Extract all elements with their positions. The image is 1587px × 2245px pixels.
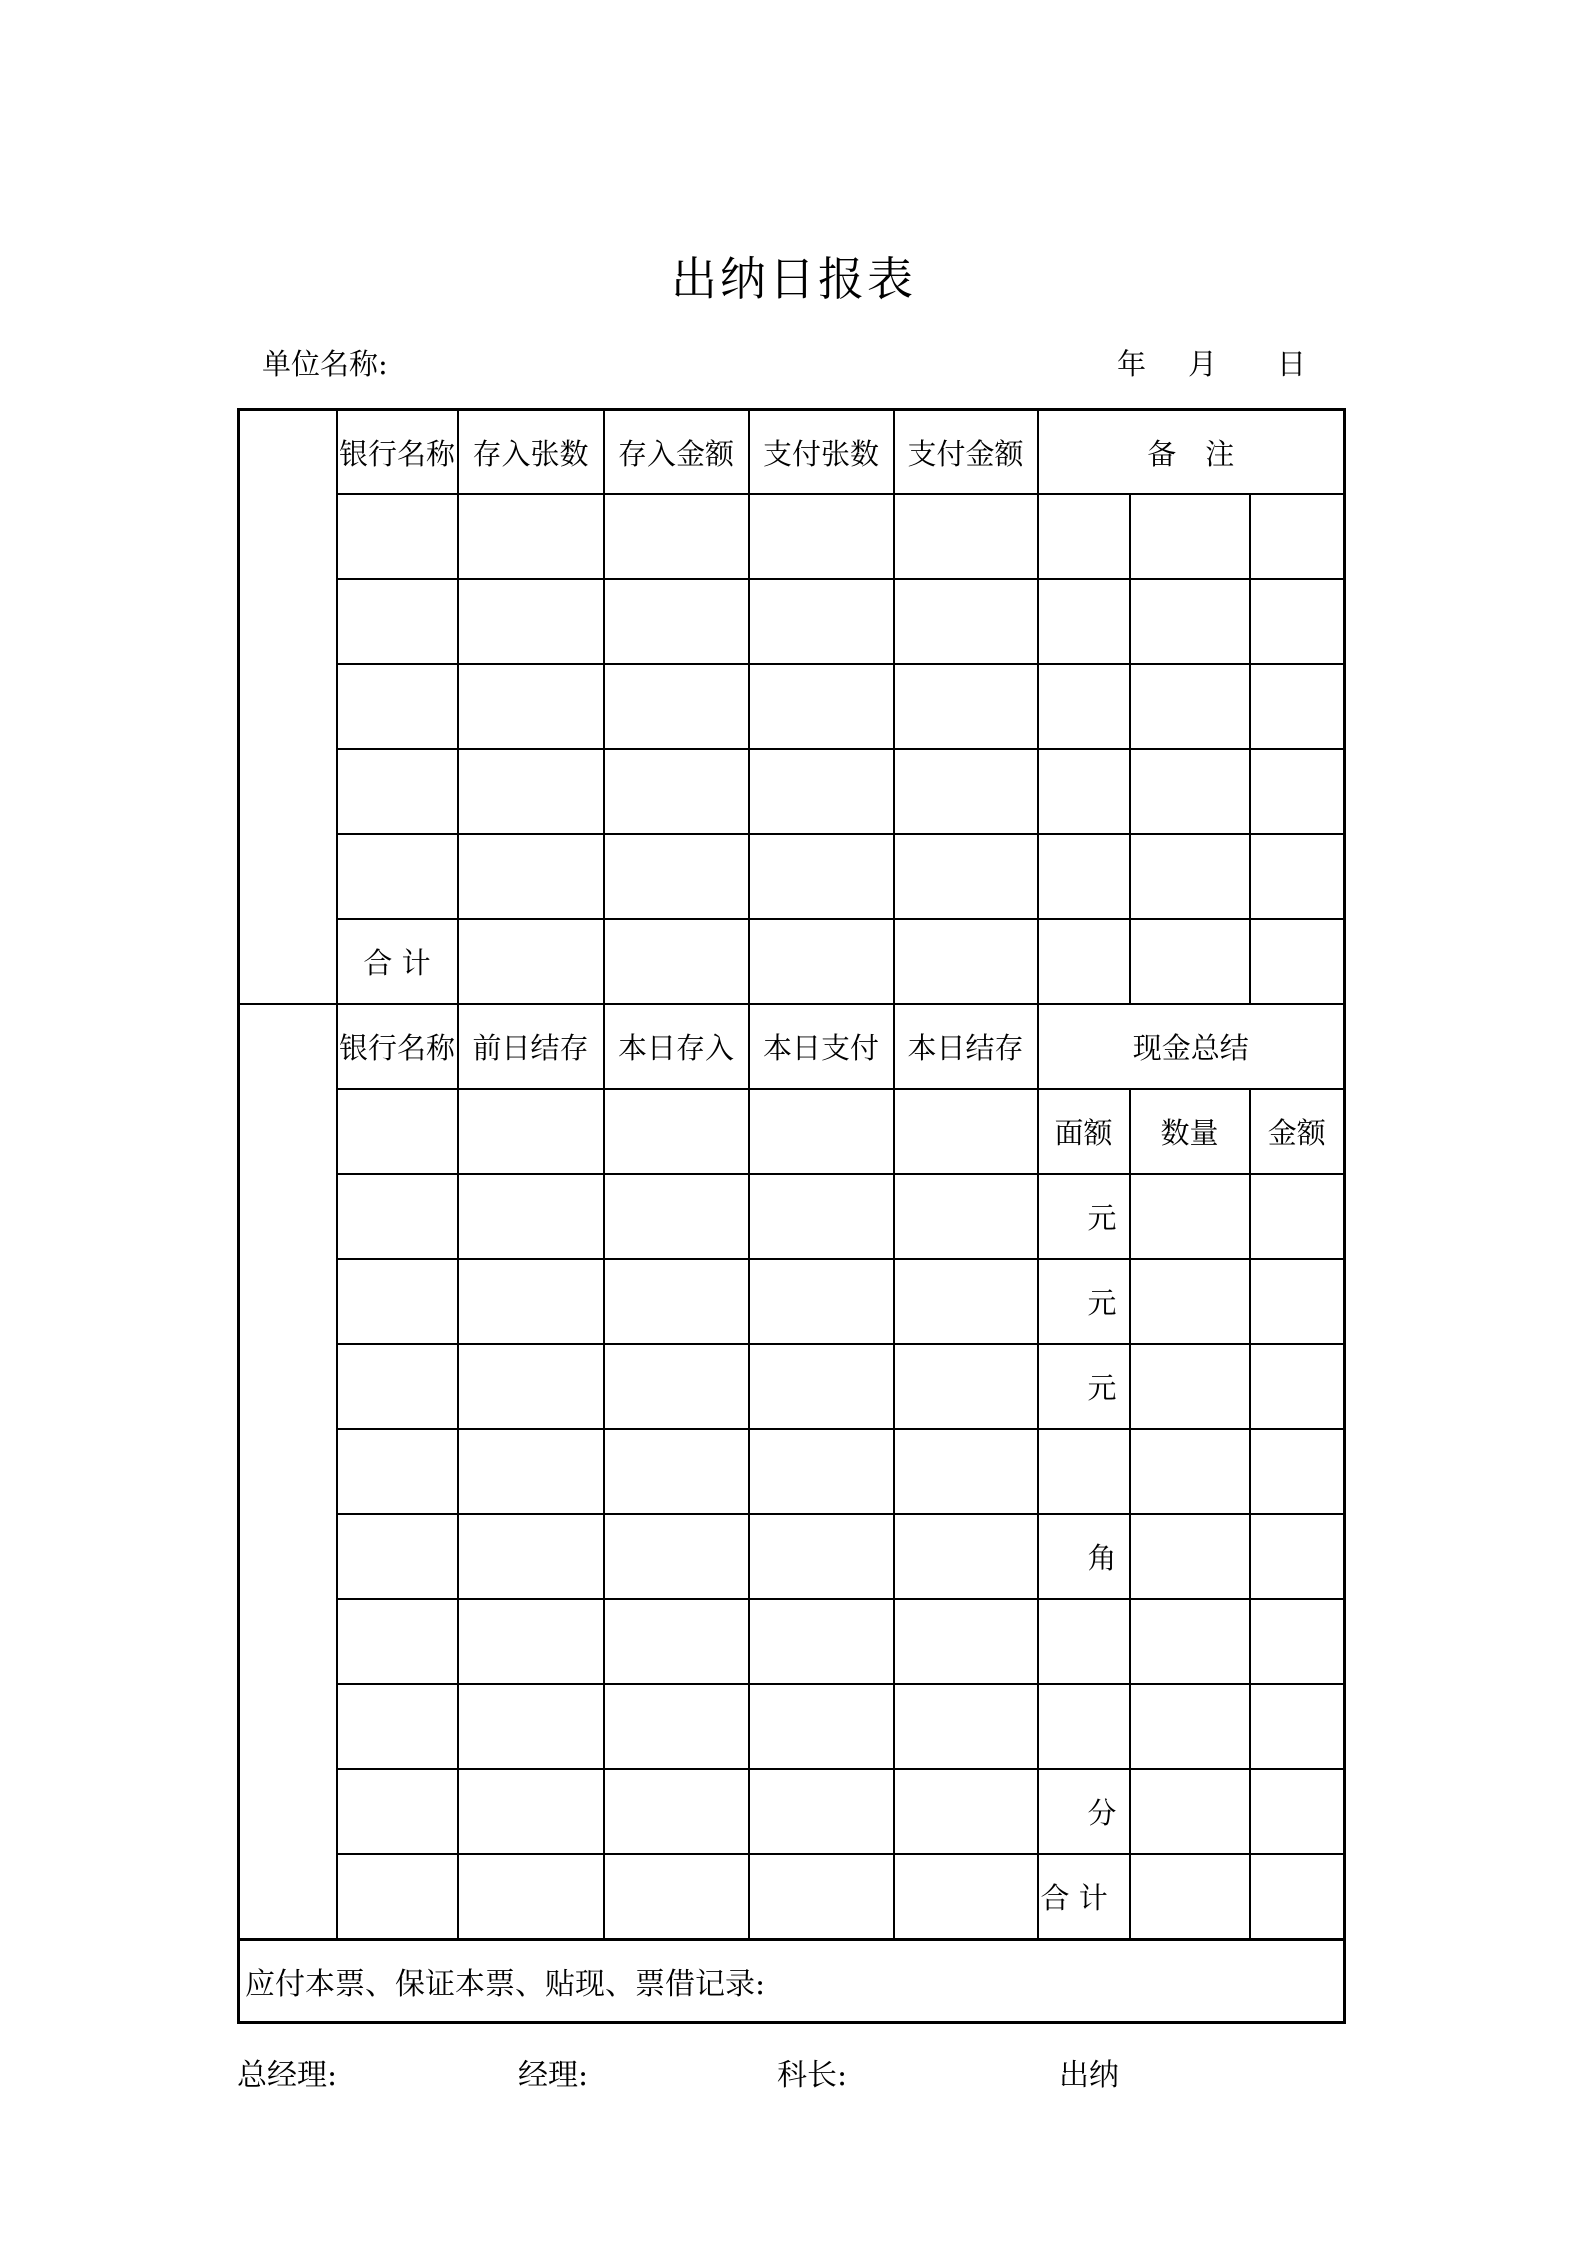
empty-cell[interactable] [894,1089,1038,1174]
empty-cell[interactable] [1130,1174,1250,1259]
empty-cell[interactable] [894,919,1038,1004]
col-header-today-deposit: 本日存入 [604,1004,749,1089]
empty-cell[interactable] [749,579,894,664]
empty-cell[interactable] [749,1514,894,1599]
empty-cell[interactable] [1038,579,1130,664]
empty-cell[interactable] [458,749,604,834]
footer-note-row [239,1939,1345,2022]
denomination-label-yuan: 元 [1038,1259,1130,1344]
empty-cell[interactable] [894,664,1038,749]
empty-cell[interactable] [1250,1174,1345,1259]
col-header-bank-name-2: 银行名称 [337,1004,458,1089]
section1-data-row [239,749,1345,834]
empty-cell[interactable] [604,919,749,1004]
empty-cell[interactable] [1250,1684,1345,1769]
empty-cell[interactable] [1250,1854,1345,1939]
empty-cell[interactable] [749,1429,894,1514]
col-header-payment-amount: 支付金额 [894,409,1038,494]
empty-cell[interactable] [337,1429,458,1514]
col-header-deposit-amount: 存入金额 [604,409,749,494]
empty-cell[interactable] [337,1769,458,1854]
section2-group-spacer-cell [239,1004,337,1939]
empty-cell[interactable] [1250,919,1345,1004]
empty-cell[interactable] [337,1089,458,1174]
empty-cell[interactable] [1130,834,1250,919]
empty-cell[interactable] [749,1174,894,1259]
empty-cell[interactable] [604,494,749,579]
empty-cell[interactable] [1038,749,1130,834]
empty-cell[interactable] [458,919,604,1004]
empty-cell[interactable] [458,834,604,919]
empty-cell[interactable] [1250,1769,1345,1854]
cashier-label: 出纳 [1059,2057,1119,2093]
empty-cell[interactable] [1250,494,1345,579]
empty-cell[interactable] [1130,1854,1250,1939]
empty-cell[interactable] [337,749,458,834]
empty-cell[interactable] [458,1599,604,1684]
empty-cell[interactable] [749,1854,894,1939]
empty-cell[interactable] [1130,1599,1250,1684]
empty-cell[interactable] [458,1514,604,1599]
date-day-label: 日 [1276,347,1306,382]
general-manager-label: 总经理: [237,2057,338,2093]
cash-total-label: 合 计 [1038,1854,1130,1939]
col-header-today-balance: 本日结存 [894,1004,1038,1089]
page-title: 出纳日报表 [671,252,916,306]
empty-cell[interactable] [1130,1769,1250,1854]
empty-cell[interactable] [1250,579,1345,664]
empty-cell[interactable] [604,1769,749,1854]
cash-row [239,1429,1345,1514]
cash-total-row [239,1854,1345,1939]
empty-cell[interactable] [1038,1599,1130,1684]
empty-cell[interactable] [1250,1429,1345,1514]
empty-cell[interactable] [604,1599,749,1684]
empty-cell[interactable] [604,1344,749,1429]
empty-cell[interactable] [749,1344,894,1429]
cash-row [239,1684,1345,1769]
empty-cell[interactable] [604,749,749,834]
empty-cell[interactable] [1130,919,1250,1004]
cashier-daily-report-table [237,408,1346,2024]
empty-cell[interactable] [1038,494,1130,579]
empty-cell[interactable] [1130,1684,1250,1769]
empty-cell[interactable] [458,494,604,579]
empty-cell[interactable] [604,1514,749,1599]
section1-total-row [239,919,1345,1004]
col-header-today-payment: 本日支付 [749,1004,894,1089]
empty-cell[interactable] [1250,834,1345,919]
date-year-label: 年 [1116,347,1146,382]
col-header-quantity: 数量 [1130,1089,1250,1174]
empty-cell[interactable] [1250,1514,1345,1599]
empty-cell[interactable] [604,834,749,919]
empty-cell[interactable] [1130,494,1250,579]
empty-cell[interactable] [1038,1429,1130,1514]
col-header-denomination: 面额 [1038,1089,1130,1174]
empty-cell[interactable] [894,494,1038,579]
empty-cell[interactable] [604,1429,749,1514]
empty-cell[interactable] [894,1684,1038,1769]
empty-cell[interactable] [337,1259,458,1344]
empty-cell[interactable] [1130,1344,1250,1429]
empty-cell[interactable] [458,1684,604,1769]
cash-subheader-row [239,1089,1345,1174]
empty-cell[interactable] [894,1429,1038,1514]
cash-row [239,1769,1345,1854]
empty-cell[interactable] [337,1684,458,1769]
empty-cell[interactable] [749,1089,894,1174]
empty-cell[interactable] [749,834,894,919]
empty-cell[interactable] [1250,664,1345,749]
empty-cell[interactable] [458,579,604,664]
empty-cell[interactable] [1038,664,1130,749]
col-header-amount: 金额 [1250,1089,1345,1174]
empty-cell[interactable] [337,834,458,919]
empty-cell[interactable] [1250,1599,1345,1684]
empty-cell[interactable] [604,1854,749,1939]
empty-cell[interactable] [749,1599,894,1684]
cash-row [239,1174,1345,1259]
date-line [1117,347,1306,382]
empty-cell[interactable] [604,1089,749,1174]
empty-cell[interactable] [337,1599,458,1684]
section-chief-label: 科长: [777,2057,848,2093]
denomination-label-yuan: 元 [1038,1344,1130,1429]
empty-cell[interactable] [1038,1684,1130,1769]
empty-cell[interactable] [604,664,749,749]
empty-cell[interactable] [894,1514,1038,1599]
empty-cell[interactable] [894,1174,1038,1259]
col-header-payment-count: 支付张数 [749,409,894,494]
denomination-label-yuan: 元 [1038,1174,1130,1259]
empty-cell[interactable] [894,1259,1038,1344]
empty-cell[interactable] [894,1344,1038,1429]
empty-cell[interactable] [749,664,894,749]
empty-cell[interactable] [337,1344,458,1429]
cash-row [239,1259,1345,1344]
empty-cell[interactable] [749,1259,894,1344]
empty-cell[interactable] [458,664,604,749]
denomination-label-fen: 分 [1038,1769,1130,1854]
empty-cell[interactable] [458,1429,604,1514]
signature-line [237,2058,1343,2100]
empty-cell[interactable] [337,664,458,749]
empty-cell[interactable] [1038,919,1130,1004]
empty-cell[interactable] [1130,1429,1250,1514]
col-header-bank-name: 银行名称 [337,409,458,494]
empty-cell[interactable] [458,1344,604,1429]
cash-row [239,1514,1345,1599]
empty-cell[interactable] [1130,1514,1250,1599]
empty-cell[interactable] [604,1174,749,1259]
empty-cell[interactable] [1130,1259,1250,1344]
empty-cell[interactable] [1130,579,1250,664]
col-header-cash-summary: 现金总结 [1038,1004,1345,1089]
empty-cell[interactable] [458,1089,604,1174]
empty-cell[interactable] [749,919,894,1004]
empty-cell[interactable] [337,1514,458,1599]
section1-group-spacer-cell [239,409,337,1004]
empty-cell[interactable] [894,579,1038,664]
empty-cell[interactable] [1038,834,1130,919]
section1-data-row [239,664,1345,749]
empty-cell[interactable] [1130,664,1250,749]
empty-cell[interactable] [749,749,894,834]
empty-cell[interactable] [1250,749,1345,834]
section1-data-row [239,494,1345,579]
col-header-prev-day-balance: 前日结存 [458,1004,604,1089]
meta-row [237,347,1343,382]
empty-cell[interactable] [749,1684,894,1769]
empty-cell[interactable] [749,494,894,579]
col-header-deposit-count: 存入张数 [458,409,604,494]
denomination-label-jiao: 角 [1038,1514,1130,1599]
footer-note-label: 应付本票、保证本票、贴现、票借记录: [239,1939,1345,2022]
empty-cell[interactable] [604,1684,749,1769]
empty-cell[interactable] [337,494,458,579]
col-header-remarks: 备 注 [1038,409,1345,494]
empty-cell[interactable] [458,1174,604,1259]
empty-cell[interactable] [458,1769,604,1854]
empty-cell[interactable] [604,579,749,664]
section1-header-row [239,409,1345,494]
empty-cell[interactable] [894,834,1038,919]
empty-cell[interactable] [458,1854,604,1939]
empty-cell[interactable] [894,1854,1038,1939]
manager-label: 经理: [518,2057,589,2093]
empty-cell[interactable] [749,1769,894,1854]
cash-row [239,1344,1345,1429]
date-month-label: 月 [1187,347,1217,382]
empty-cell[interactable] [604,1259,749,1344]
empty-cell[interactable] [337,1854,458,1939]
unit-name-label: 单位名称: [262,347,388,382]
section2-header-row [239,1004,1345,1089]
empty-cell[interactable] [458,1259,604,1344]
empty-cell[interactable] [337,1174,458,1259]
section1-data-row [239,834,1345,919]
empty-cell[interactable] [1250,1344,1345,1429]
empty-cell[interactable] [337,579,458,664]
empty-cell[interactable] [894,1769,1038,1854]
cash-row [239,1599,1345,1684]
section1-total-label: 合 计 [337,919,458,1004]
empty-cell[interactable] [894,1599,1038,1684]
empty-cell[interactable] [1250,1259,1345,1344]
empty-cell[interactable] [894,749,1038,834]
empty-cell[interactable] [1130,749,1250,834]
section1-data-row [239,579,1345,664]
